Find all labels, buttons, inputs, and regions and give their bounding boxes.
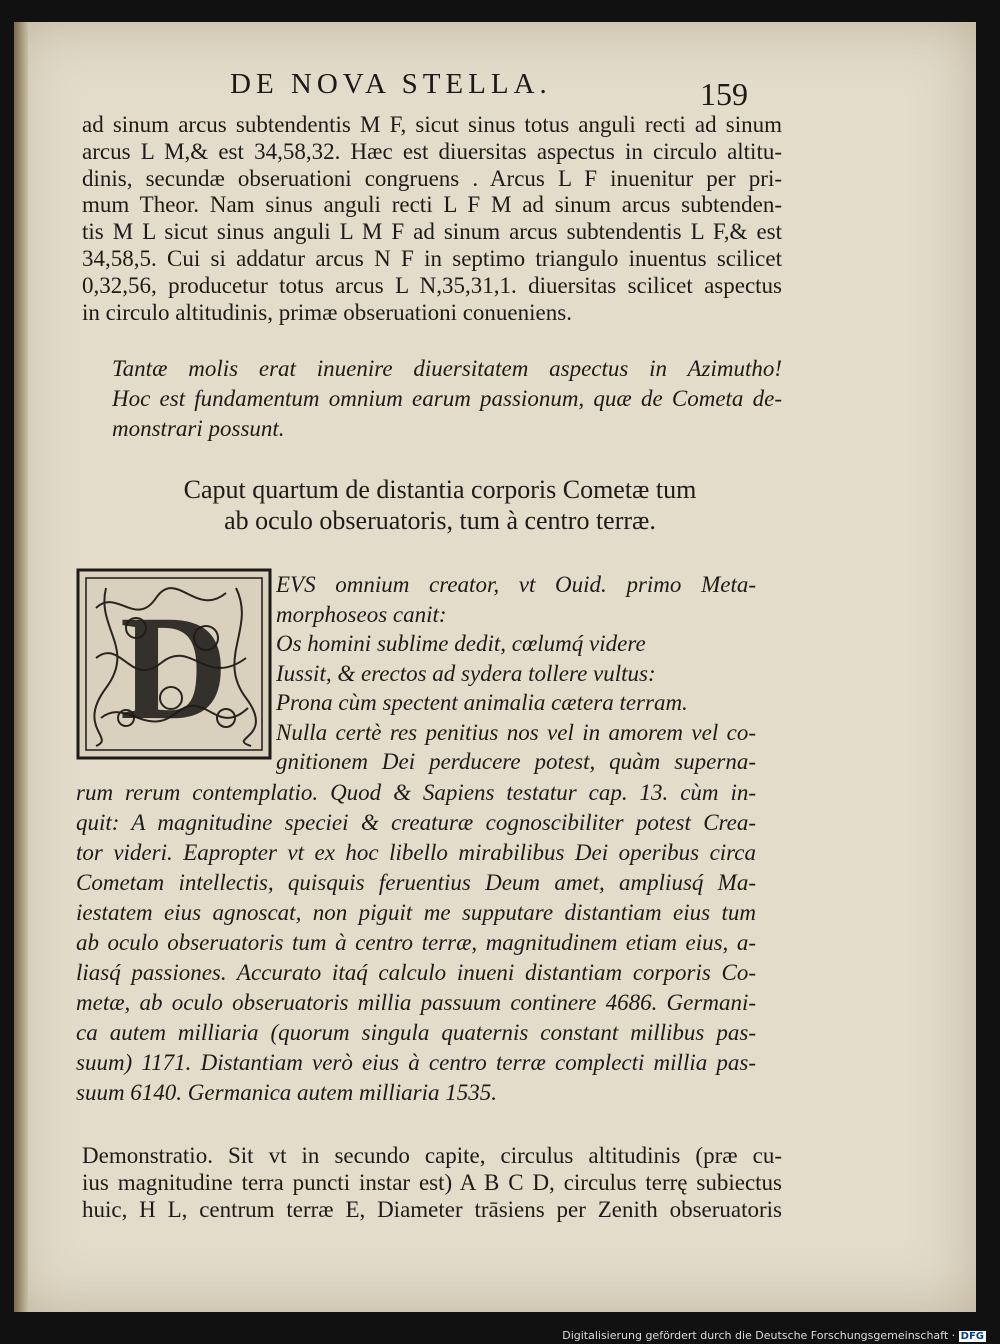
- ornament-initial-icon: [76, 568, 272, 760]
- paragraph-4: [82, 1142, 782, 1223]
- text-line: Nulla certè res penitius nos vel in amorem vel co-: [276, 719, 756, 745]
- text-line: 0,32,56, producetur totus arcus L N,35,31,1. diuersitas scilicet aspectus: [82, 272, 782, 298]
- text-line: metæ, ab oculo obseruatoris millia passuum continere 4686. Germani-: [76, 990, 756, 1015]
- text-line: in circulo altitudinis, primæ obseruationi conueniens.: [82, 299, 572, 325]
- dfg-logo-icon: DFG: [960, 1331, 984, 1342]
- paragraph-1: [82, 112, 782, 326]
- digitization-credit: Digitalisierung gefördert durch die Deutsche Forschungsgemeinschaft · DFG: [562, 1329, 984, 1342]
- heading-line: Caput quartum de distantia corporis Cometæ tum: [183, 475, 697, 504]
- page-number: 159: [700, 76, 748, 112]
- text-line: tis M L sicut sinus anguli L M F ad sinum arcus subtendentis L F,& est: [82, 219, 782, 245]
- paragraph-3-continued: [76, 778, 756, 1108]
- text-line: Hoc est fundamentum omnium earum passionum, quæ de Cometa de-: [112, 386, 782, 411]
- text-line: quit: A magnitudine speciei & creaturæ cognoscibiliter potest Crea-: [76, 810, 756, 835]
- text-line: Cometam intellectis, quisquis feruentius Deum amet, ampliusq́ Ma-: [76, 870, 756, 895]
- text-line: monstrari possunt.: [112, 416, 285, 441]
- text-line: ca autem milliaria (quorum singula quaternis constant millibus pas-: [76, 1020, 756, 1045]
- text-line: Demonstratio. Sit vt in secundo capite, circulus altitudinis (præ cu-: [82, 1143, 782, 1168]
- decorated-initial: [76, 568, 272, 760]
- text-line: Os homini sublime dedit, cœlumq́ videre: [276, 631, 646, 656]
- text-line: ab oculo obseruatoris tum à centro terræ, magnitudinem etiam eius, a-: [76, 930, 756, 955]
- text-line: suum 6140. Germanica autem milliaria 1535.: [76, 1080, 498, 1105]
- text-line: mum Theor. Nam sinus anguli recti L F M ad sinum arcus subtenden-: [82, 192, 782, 218]
- paragraph-3-beside-initial: [276, 570, 756, 777]
- text-line: suum) 1171. Distantiam verò eius à centro terræ complecti millia pas-: [76, 1050, 756, 1075]
- initial-letter: D: [119, 585, 229, 751]
- text-line: huic, H L, centrum terræ E, Diameter trāsiens per Zenith obseruatoris: [82, 1197, 782, 1222]
- book-spine-shadow: [14, 22, 28, 1312]
- credit-text: Digitalisierung gefördert durch die Deutsche Forschungsgemeinschaft: [562, 1329, 949, 1342]
- text-line: morphoseos canit:: [276, 601, 447, 627]
- text-line: tor videri. Eapropter vt ex hoc libello mirabilibus Dei operibus circa: [76, 840, 756, 865]
- running-title: DE NOVA STELLA.: [230, 68, 552, 100]
- text-line: Tantæ molis erat inuenire diuersitatem aspectus in Azimutho!: [112, 356, 782, 381]
- heading-line: ab oculo obseruatoris, tum à centro terræ.: [224, 506, 656, 535]
- text-line: liasq́ passiones. Accurato itaq́ calculo inueni distantiam corporis Co-: [76, 960, 756, 985]
- text-line: ad sinum arcus subtendentis M F, sicut sinus totus anguli recti ad sinum: [82, 112, 782, 137]
- text-line: rum rerum contemplatio. Quod & Sapiens testatur cap. 13. cùm in-: [76, 780, 756, 805]
- text-line: 34,58,5. Cui si addatur arcus N F in septimo triangulo inuentus scilicet: [82, 245, 782, 271]
- text-line: dinis, secundæ obseruationi congruens . Arcus L F inuenitur per pri-: [82, 165, 782, 191]
- text-line: arcus L M,& est 34,58,32. Hæc est diuersitas aspectus in circulo altitu-: [82, 138, 782, 164]
- text-line: Iussit, & erectos ad sydera tollere vultus:: [276, 660, 656, 686]
- text-line: ius magnitudine terra puncti instar est) A B C D, circulus terrę subiectus: [82, 1170, 782, 1195]
- text-line: Prona cùm spectent animalia cætera terram.: [276, 690, 688, 715]
- chapter-heading: [110, 474, 770, 536]
- paragraph-2: [112, 354, 782, 444]
- text-line: gnitionem Dei perducere potest, quàm superna-: [276, 749, 756, 774]
- text-line: iestatem eius agnoscat, non piguit me supputare distantiam eius tum: [76, 900, 756, 925]
- text-line: EVS omnium creator, vt Ouid. primo Meta-: [276, 572, 756, 597]
